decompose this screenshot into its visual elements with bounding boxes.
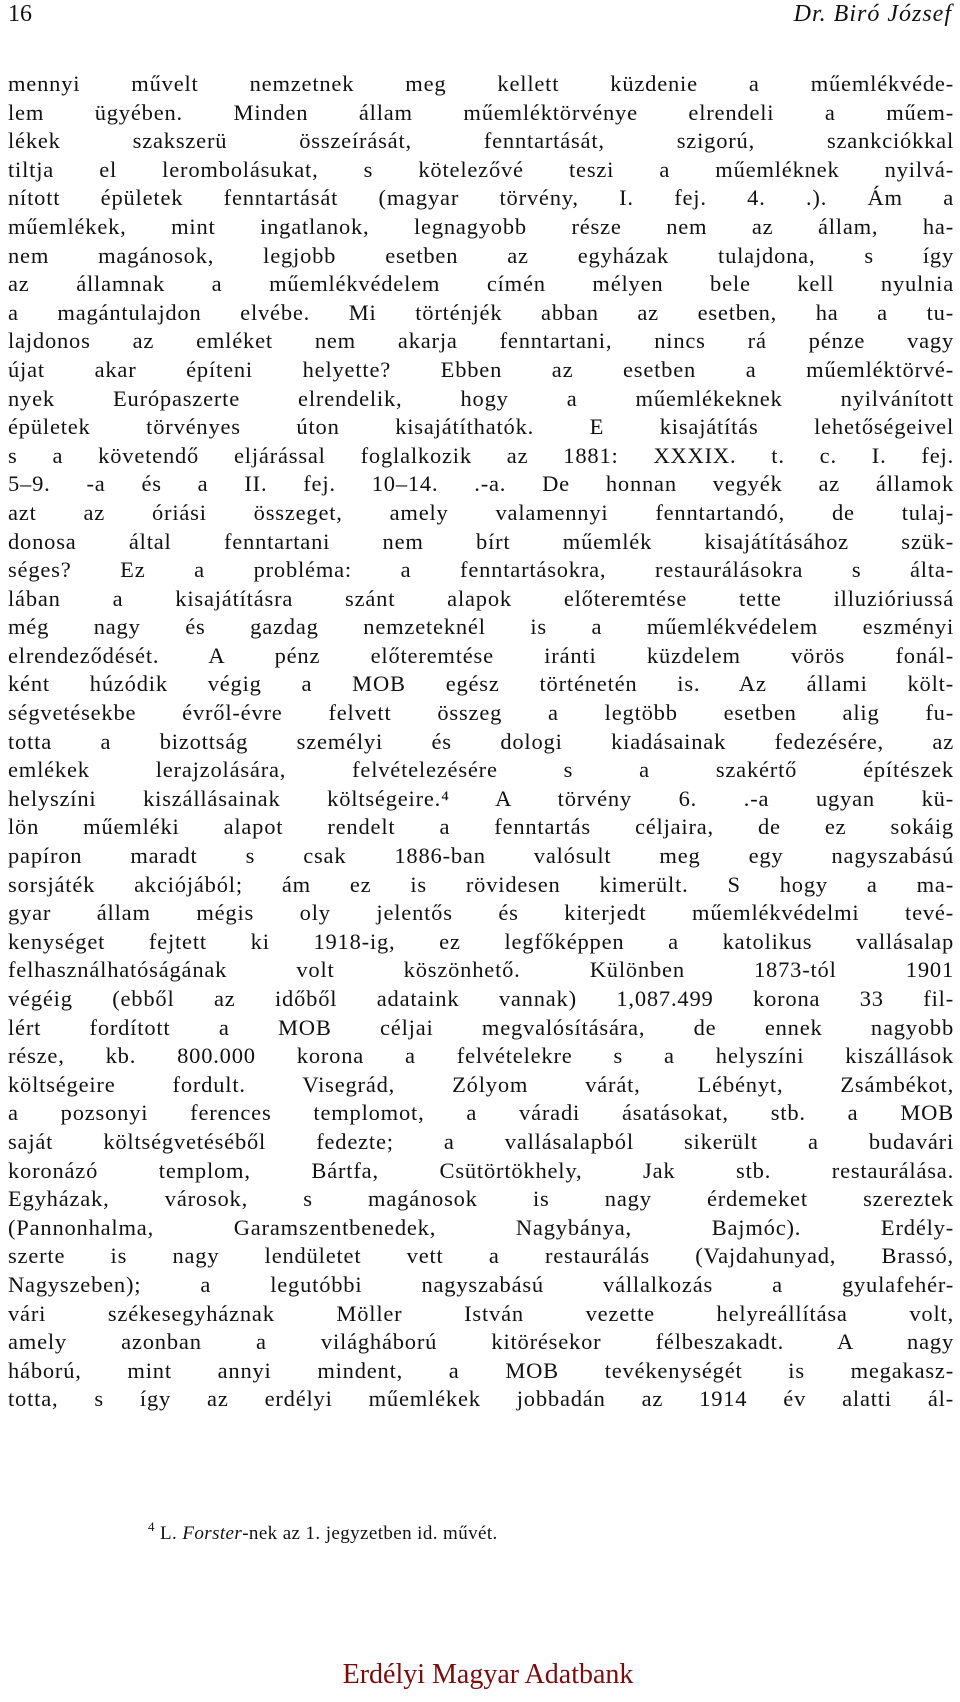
text-line: még nagy és gazdag nemzeteknél is a műemlékvédelem eszményi	[8, 614, 954, 640]
text-line: kenységet fejtett ki 1918-ig, ez legfőképpen a katolikus vallásalap	[8, 928, 954, 954]
text-line: a magántulajdon elvébe. Mi történjék abban az esetben, ha a tu-	[8, 299, 954, 325]
page-number: 16	[8, 1, 32, 27]
text-line: mennyi művelt nemzetnek meg kellett küzdenie a műemlékvéde-	[8, 71, 954, 96]
text-line: séges? Ez a probléma: a fenntartásokra, restaurálásokra s álta-	[8, 557, 954, 583]
text-line: végéig (ebből az időből adataink vannak) 1,087.499 korona 33 fil-	[8, 986, 954, 1011]
text-line: Egyházak, városok, s magánosok is nagy érdemeket szereztek	[8, 1186, 954, 1212]
text-line: papíron maradt s csak 1886-ban valósult meg egy nagyszabású	[8, 843, 954, 869]
text-line: része, kb. 800.000 korona a felvételekre s a helyszíni kiszállások	[8, 1043, 954, 1069]
footnote	[148, 1515, 498, 1546]
text-line: s a követendő eljárással foglalkozik az 1881: XXXIX. t. c. I. fej.	[8, 442, 954, 468]
text-line: az államnak a műemlékvédelem címén mélyen bele kell nyulnia	[8, 271, 954, 297]
text-line: 5–9. -a és a II. fej. 10–14. .-a. De honnan vegyék az államok	[8, 471, 954, 497]
text-line: emlékek lerajzolására, felvételezésére s a szakértő építészek	[8, 757, 954, 783]
text-line: lában a kisajátításra szánt alapok előteremtése tette illuzióriussá	[8, 585, 954, 611]
text-line: nított épületek fenntartását (magyar törvény, I. fej. 4. .). Ám a	[8, 185, 954, 211]
watermark-link[interactable]: Erdélyi Magyar Adatbank	[342, 1659, 634, 1690]
text-line: donosa által fenntartani nem bírt műemlék kisajátításához szük-	[8, 528, 954, 554]
text-line: totta, s így az erdélyi műemlékek jobbadán az 1914 év alatti ál-	[8, 1386, 954, 1412]
text-line: tiltja el lerombolásukat, s kötelezővé teszi a műemléknek nyilvá-	[8, 156, 954, 182]
text-line: sorsjáték akciójából; ám ez is rövidesen kimerült. S hogy a ma-	[8, 871, 954, 897]
text-line: lem ügyében. Minden állam műemléktörvénye elrendeli a műem-	[8, 99, 954, 125]
text-line: ségvetésekbe évről-évre felvett összeg a legtöbb esetben alig fu-	[8, 700, 954, 726]
footnote-author: Forster	[182, 1523, 243, 1544]
text-line: lajdonos az emléket nem akarja fenntartani, nincs rá pénze vagy	[8, 328, 954, 354]
text-line: lékek szakszerü összeírását, fenntartását, szigorú, szankciókkal	[8, 128, 954, 154]
text-line: lért fordított a MOB céljai megvalósítására, de ennek nagyobb	[8, 1014, 954, 1040]
text-line: szerte is nagy lendületet vett a restaurálás (Vajdahunyad, Brassó,	[8, 1243, 954, 1269]
text-line: koronázó templom, Bártfa, Csütörtökhely, Jak stb. restaurálása.	[8, 1157, 954, 1183]
text-line: gyar állam mégis oly jelentős és kiterjedt műemlékvédelmi tevé-	[8, 900, 954, 926]
footnote-marker: 4	[148, 1519, 155, 1534]
text-line: Nagyszeben); a legutóbbi nagyszabású vállalkozás a gyulafehér-	[8, 1271, 954, 1297]
text-line: ként húzódik végig a MOB egész történetén is. Az állami költ-	[8, 671, 954, 697]
text-line: háború, mint annyi mindent, a MOB tevékenységét is megakasz-	[8, 1357, 954, 1383]
text-line: műemlékek, mint ingatlanok, legnagyobb része nem az állam, ha-	[8, 213, 954, 239]
running-head-author: Dr. Biró József	[793, 1, 952, 27]
text-line: felhasználhatóságának volt köszönhető. Különben 1873-tól 1901	[8, 957, 954, 983]
text-line: azt az óriási összeget, amely valamennyi fenntartandó, de tulaj-	[8, 499, 954, 525]
text-line: nem magánosok, legjobb esetben az egyházak tulajdona, s így	[8, 242, 954, 268]
page-header	[8, 0, 952, 40]
text-line: saját költségvetéséből fedezte; a vallásalapból sikerült a budavári	[8, 1128, 954, 1154]
text-line: amely azonban a világháború kitörésekor félbeszakadt. A nagy	[8, 1329, 954, 1355]
footnote-text-after: -nek az 1. jegyzetben id. művét.	[242, 1523, 498, 1544]
body-text	[8, 70, 954, 1414]
text-line: (Pannonhalma, Garamszentbenedek, Nagybánya, Bajmóc). Erdély-	[8, 1214, 954, 1240]
text-line: épületek törvényes úton kisajátíthatók. E kisajátítás lehetőségeivel	[8, 414, 954, 440]
text-line: totta a bizottság személyi és dologi kiadásainak fedezésére, az	[8, 728, 954, 754]
text-line: elrendeződését. A pénz előteremtése iránti küzdelem vörös fonál-	[8, 642, 954, 668]
text-line: költségeire fordult. Visegrád, Zólyom várát, Lébényt, Zsámbékot,	[8, 1071, 954, 1097]
text-line: helyszíni kiszállásainak költségeire.⁴ A törvény 6. .-a ugyan kü-	[8, 785, 954, 811]
footnote-text-before: L.	[154, 1523, 183, 1544]
text-line: nyek Európaszerte elrendelik, hogy a műemlékeknek nyilvánított	[8, 385, 954, 411]
text-line: lön műemléki alapot rendelt a fenntartás céljaira, de ez sokáig	[8, 814, 954, 840]
text-line: újat akar építeni helyette? Ebben az esetben a műemléktörvé-	[8, 356, 954, 382]
text-line: a pozsonyi ferences templomot, a váradi ásatásokat, stb. a MOB	[8, 1100, 954, 1126]
text-line: vári székesegyháznak Möller István vezette helyreállítása volt,	[8, 1300, 954, 1326]
